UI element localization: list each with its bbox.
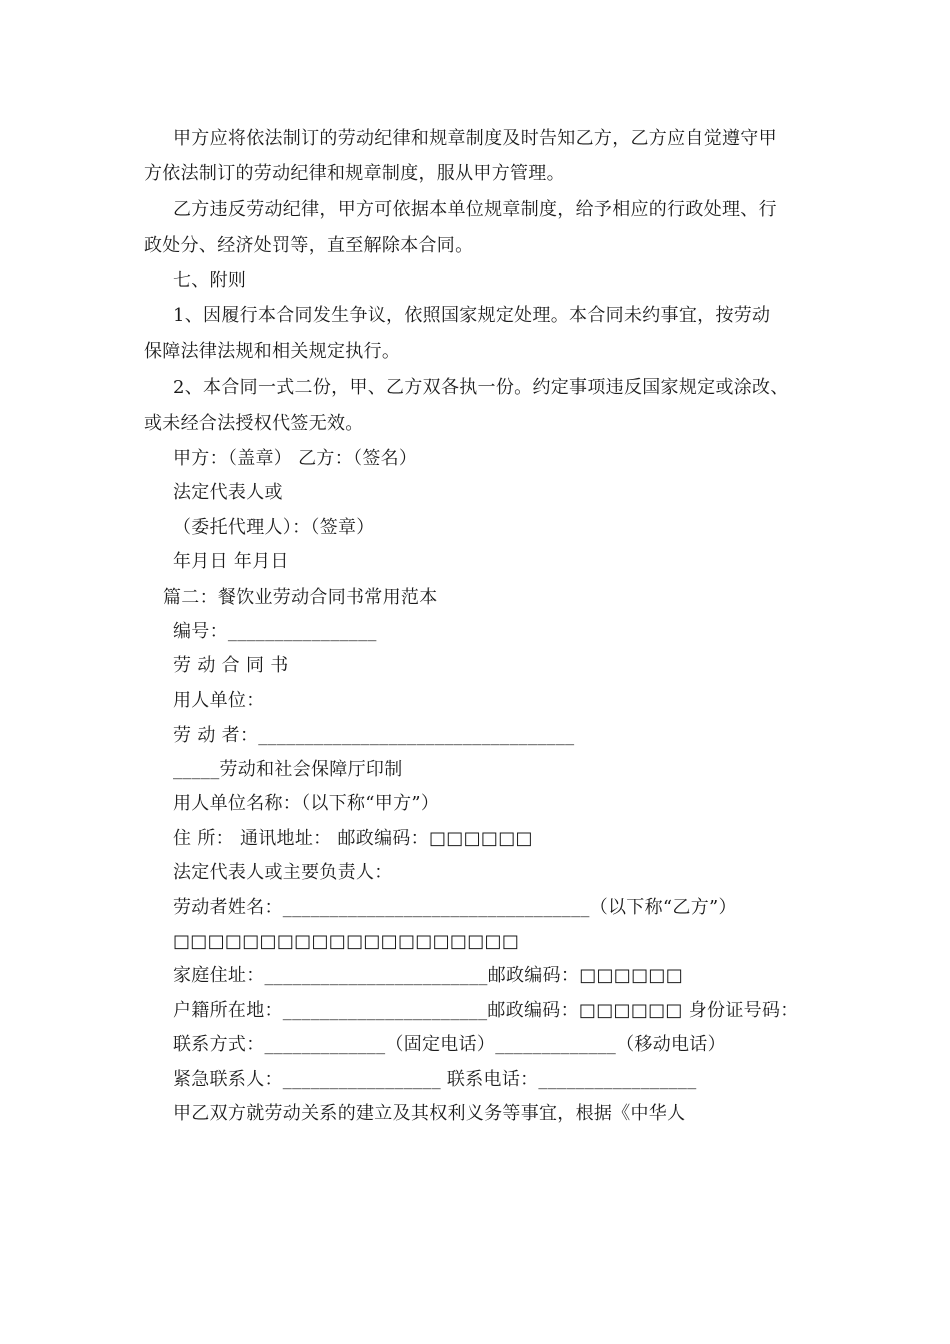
signature-line: 甲方：（盖章） 乙方：（签名） <box>173 448 418 469</box>
form-field-number: 编号：________________ <box>173 621 377 642</box>
form-field-employer-name: 用人单位名称：（以下称“甲方”） <box>173 793 440 814</box>
paragraph-line: 政处分、经济处罚等，直至解除本合同。 <box>144 235 474 256</box>
form-field-worker: 劳 动 者：__________________________________ <box>173 725 575 746</box>
section-heading: 七、附则 <box>173 270 247 291</box>
printer-line: _____劳动和社会保障厅印制 <box>173 759 403 780</box>
paragraph-line: 2、本合同一式二份，甲、乙方双各执一份。约定事项违反国家规定或涂改、 <box>173 377 789 398</box>
paragraph-line: 乙方违反劳动纪律，甲方可依据本单位规章制度，给予相应的行政处理、行 <box>173 199 777 220</box>
paragraph-line: 甲乙双方就劳动关系的建立及其权利义务等事宜，根据《中华人 <box>173 1103 686 1124</box>
signature-line: 法定代表人或 <box>173 482 283 503</box>
section-title: 篇二：餐饮业劳动合同书常用范本 <box>163 587 438 608</box>
form-field-employer: 用人单位： <box>173 690 265 711</box>
form-field-household: 户籍所在地：______________________邮政编码：□□□□□□ 身份证号码： <box>173 1000 799 1021</box>
paragraph-line: 方依法制订的劳动纪律和规章制度，服从甲方管理。 <box>144 163 565 184</box>
form-field-emergency: 紧急联系人：_________________ 联系电话：_________________ <box>173 1069 697 1090</box>
paragraph-line: 保障法律法规和相关规定执行。 <box>144 341 401 362</box>
form-field-contact: 联系方式：_____________（固定电话）_____________（移动电话） <box>173 1034 726 1055</box>
paragraph-line: 甲方应将依法制订的劳动纪律和规章制度及时告知乙方，乙方应自觉遵守甲 <box>173 128 777 149</box>
signature-line: （委托代理人）：（签章） <box>173 517 375 538</box>
form-field-home-address: 家庭住址：________________________邮政编码：□□□□□□ <box>173 965 684 986</box>
form-field-id-boxes: □□□□□□□□□□□□□□□□□□□□ <box>173 931 520 952</box>
paragraph-line: 或未经合法授权代签无效。 <box>144 413 364 434</box>
form-field-address: 住 所： 通讯地址： 邮政编码：□□□□□□ <box>173 828 533 849</box>
form-field-legal-rep: 法定代表人或主要负责人： <box>173 862 393 883</box>
contract-title: 劳 动 合 同 书 <box>173 655 289 676</box>
paragraph-line: 1、因履行本合同发生争议，依照国家规定处理。本合同未约事宜，按劳动 <box>173 305 771 326</box>
date-line: 年月日 年月日 <box>173 551 289 572</box>
form-field-worker-name: 劳动者姓名：_________________________________（以下称“乙方”） <box>173 897 737 918</box>
